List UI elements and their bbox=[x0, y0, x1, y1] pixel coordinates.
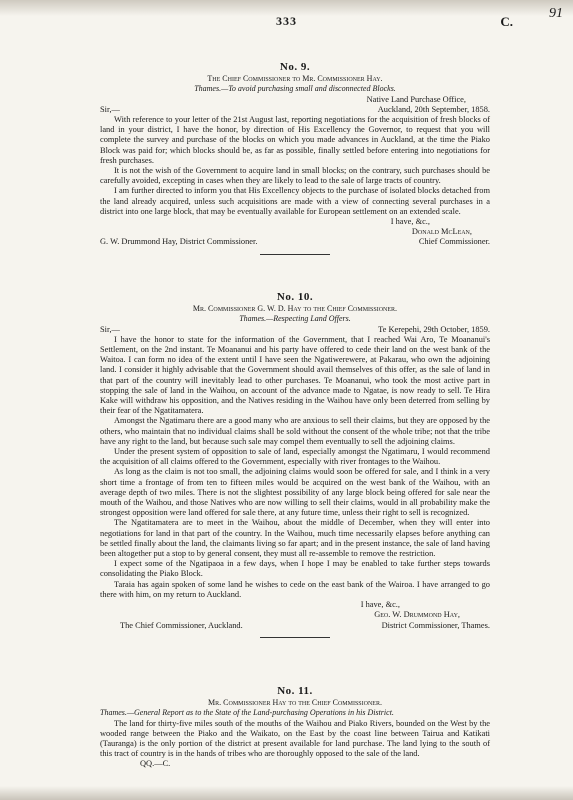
doc-subject: Thames.—General Report as to the State of the Land-purchasing Operations in his District. bbox=[100, 708, 394, 718]
salutation: Sir,— bbox=[100, 324, 120, 334]
paragraph: It is not the wish of the Government to acquire land in small blocks; on the contrary, such purchases should be carefully avoided, excepting in cases when they are likely to lead to the sale of large tracts of country. bbox=[100, 166, 490, 186]
series-label: C. bbox=[500, 14, 513, 29]
paragraph: Under the present system of opposition to sale of land, especially amongst the Ngatimaru, I would recommend the acquisition of all claims offered to the Government, especially with river frontages to the Waihou. bbox=[100, 447, 490, 467]
paragraph: I have the honor to state for the information of the Government, that I reached Wai Aro, Te Moananui's Settlement, on the 2nd instant. Te Moananui and his party have offered to cede their land on the west bank of the Waitoa. I can form no idea of the extent until I have seen the Ngatiwerewere, at Pakarau, who own the adjoining land. I consider it highly advisable that the Government should avail themselves of this offer, as the sale of land in that part of the country will inevitably lead to other purchases. Te Moananui, who took the most active part in stopping the sale of land in the Waihou, on account of the advance made to Ngatae, is now ready to sell. Te Hira Kake will withdraw his opposition, and the Natives residing in the Waihou have only been deterred from selling by their fear of the Ngatitamatera. bbox=[100, 334, 490, 416]
closing: I have, &c., bbox=[390, 217, 430, 227]
signatory-title: District Commissioner, Thames. bbox=[381, 620, 490, 630]
paragraph: The Ngatitamatera are to meet in the Waihou, about the middle of December, when they will enter into negotiations for land in that part of the country. In the Waihou, much time necessarily elapses before anything can be settled finally about the land, the claimants living so far apart; and in the present instance, the sale of land having been altogether put a stop to by general consent, they must all re-assemble to remove the restriction. bbox=[100, 518, 490, 559]
closing: I have, &c., bbox=[360, 600, 400, 610]
doc-number: No. 10. bbox=[276, 291, 314, 303]
addressee: The Chief Commissioner, Auckland. bbox=[120, 620, 243, 630]
divider bbox=[260, 254, 330, 255]
paragraph: Taraia has again spoken of some land he wishes to cede on the east bank of the Wairoa. I have arranged to go there with him, on my return to Auckland. bbox=[100, 579, 490, 599]
scan-edge-bottom bbox=[0, 786, 573, 800]
divider bbox=[260, 637, 330, 638]
letter-no-9 bbox=[100, 62, 490, 259]
address-line: Native Land Purchase Office, bbox=[366, 94, 466, 104]
signature: Donald McLean, bbox=[411, 227, 472, 237]
salutation: Sir,— bbox=[100, 104, 120, 114]
signature: Geo. W. Drummond Hay, bbox=[374, 610, 460, 620]
doc-number: No. 9. bbox=[279, 61, 311, 73]
handwritten-number: 91 bbox=[549, 6, 563, 21]
page-number: 333 bbox=[276, 14, 297, 28]
doc-subject: Thames.—Respecting Land Offers. bbox=[239, 314, 351, 324]
letter-date: Te Kerepehi, 29th October, 1859. bbox=[378, 324, 490, 334]
paragraph: I am further directed to inform you that His Excellency objects to the purchase of isolated blocks detached from the land already acquired, unless such acquisitions are made with a view of connecting several purchases in a district into one large block, that may be eventually available for European settlement on an extended scale. bbox=[100, 186, 490, 216]
paragraph: Amongst the Ngatimaru there are a good many who are anxious to sell their claims, but they are opposed by the others, who maintain that no individual claims shall be sold without the consent of the whole tribe; not that the tribe have any right to the land, but because such sale may compel them eventually to sell the adjoining claims. bbox=[100, 416, 490, 446]
doc-heading: Mr. Commissioner G. W. D. Hay to the Chief Commissioner. bbox=[192, 304, 398, 314]
doc-heading: The Chief Commissioner to Mr. Commissioner Hay. bbox=[207, 74, 383, 84]
letter-no-11 bbox=[100, 686, 490, 770]
paragraph: I expect some of the Ngatipaoa in a few days, when I hope I may be enabled to take further steps towards consolidating the Piako Block. bbox=[100, 559, 490, 579]
signatory-title: Chief Commissioner. bbox=[418, 237, 490, 247]
paragraph: The land for thirty-five miles south of the mouths of the Waihou and Piako Rivers, bounded on the West by the wooded range between the Piako and the Waikato, on the East by the coast line between Tairua and Katikati (Tauranga) is the only portion of the district at present available for land purchase. The land lying to the south of this tract of country is in the hands of tribes who are thoroughly opposed to the sale of the land. bbox=[100, 718, 490, 759]
addressee: G. W. Drummond Hay, District Commissioner. bbox=[100, 237, 258, 247]
doc-heading: Mr. Commissioner Hay to the Chief Commissioner. bbox=[208, 698, 382, 708]
paragraph: As long as the claim is not too small, the adjoining claims would soon be offered for sale, and I think in a very short time a frontage of from ten to fifteen miles would be acquired on the west bank of the Waihou, with an average depth of two miles. There is not the slightest possibility of any large block being offered for sale near the mouth of the Waihou, and those Natives who are now willing to sell their claims, would in all probability make the strongest opposition were land offered for sale there, at any future time, unless their right to sell is recognized. bbox=[100, 467, 490, 518]
paragraph: With reference to your letter of the 21st August last, reporting negotiations for the acquisition of fresh blocks of land in your district, I have the honor, by direction of His Excellency the Governor, to request that you will complete the survey and purchase of the blocks on which you made advances in Auckland, at the time the Piako Block was paid for; which blocks should be, as far as possible, finally settled before entering into negotiations for fresh purchases. bbox=[100, 115, 490, 165]
sheet-signature: QQ.—C. bbox=[140, 759, 171, 769]
doc-number: No. 11. bbox=[277, 685, 313, 697]
letter-no-10 bbox=[100, 292, 490, 642]
doc-subject: Thames.—To avoid purchasing small and disconnected Blocks. bbox=[194, 84, 396, 94]
letter-date: Auckland, 20th September, 1858. bbox=[377, 104, 490, 114]
